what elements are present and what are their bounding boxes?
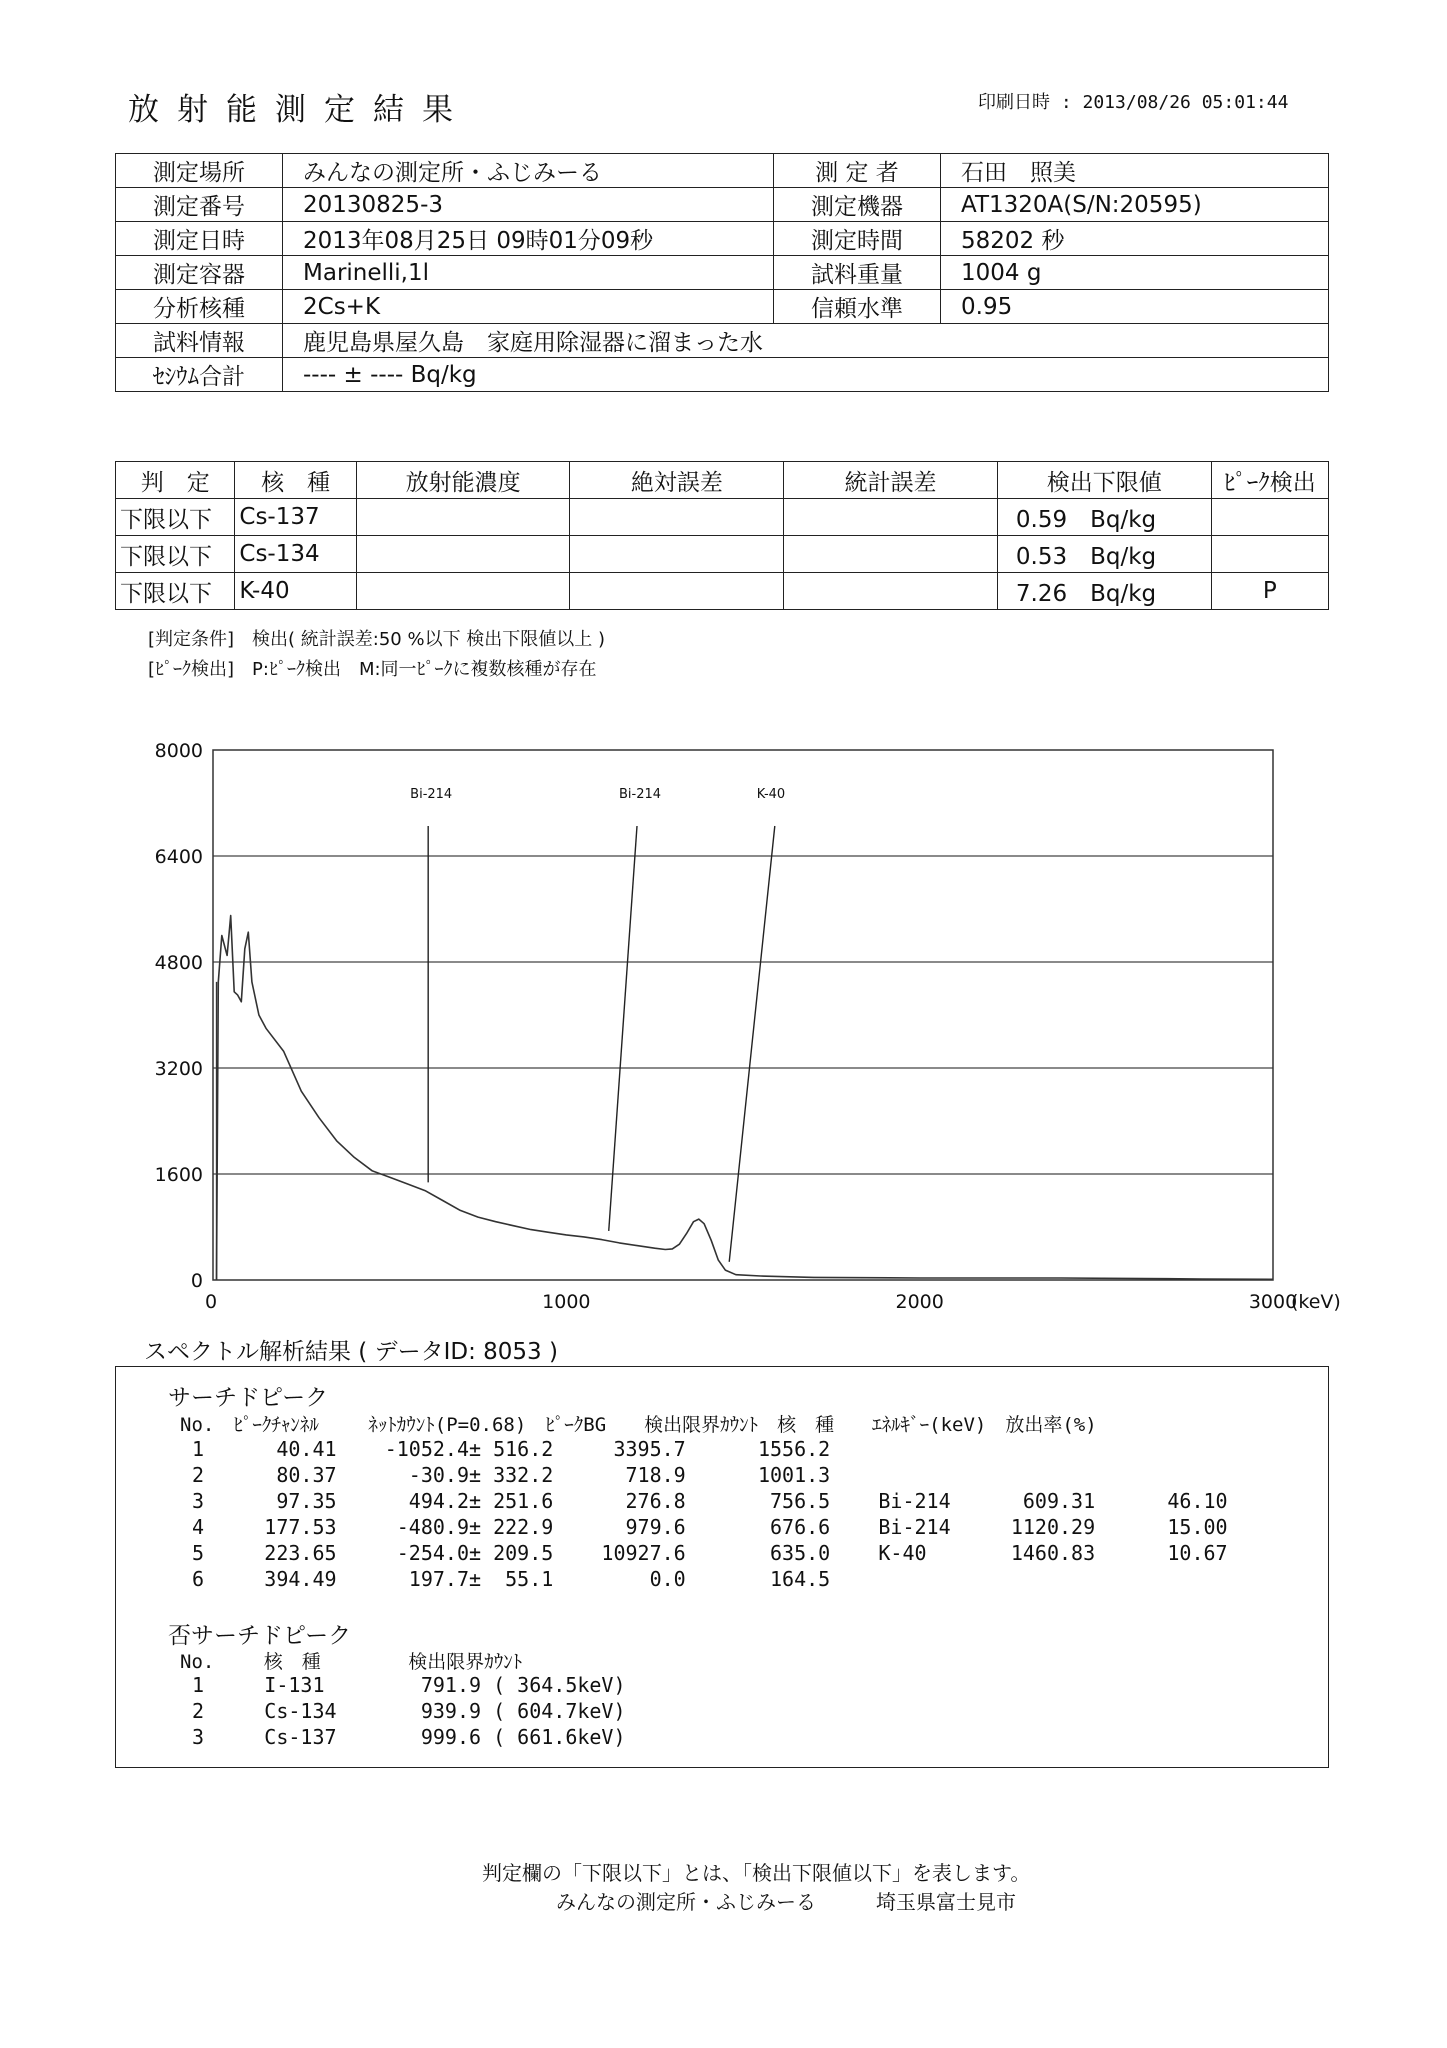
nonsearch-peak-rows — [180, 1673, 626, 1751]
results-cell-limit: 0.53 Bq/kg — [997, 536, 1211, 573]
nonsearch-peak-header: No. 核 種 検出限界ｶｳﾝﾄ — [180, 1651, 523, 1673]
results-cell-judge: 下限以下 — [116, 499, 235, 536]
x-tick-label: 3000 — [1248, 1291, 1298, 1313]
cesium-total-label: ｾｼｳﾑ合計 — [116, 358, 283, 392]
results-cell-judge: 下限以下 — [116, 573, 235, 610]
results-cell-abs — [570, 499, 784, 536]
x-axis-label: (keV) — [1291, 1291, 1341, 1313]
info-label: 測定日時 — [116, 222, 283, 256]
results-cell-abs — [570, 536, 784, 573]
nonsearch-peak-title: 否サーチドピーク — [168, 1623, 352, 1649]
results-header-cell: 検出下限値 — [997, 462, 1211, 499]
results-header-cell: ﾋﾟｰｸ検出 — [1211, 462, 1328, 499]
cesium-total-value: ---- ± ---- Bq/kg — [283, 358, 1329, 392]
sample-info-value: 鹿児島県屋久島 家庭用除湿器に溜まった水 — [283, 324, 1329, 358]
peak-annotation-label: K-40 — [756, 787, 786, 802]
info-label: 分析核種 — [116, 290, 283, 324]
info-value: Marinelli,1l — [283, 256, 774, 290]
footer-organization: みんなの測定所・ふじみーる 埼玉県富士見市 — [556, 1890, 1016, 1914]
results-header-cell: 核 種 — [235, 462, 356, 499]
spectrum-line — [217, 916, 1274, 1280]
info-value: 20130825-3 — [283, 188, 774, 222]
info-row — [116, 324, 1329, 358]
info-value: AT1320A(S/N:20595) — [941, 188, 1329, 222]
results-header-cell: 統計誤差 — [784, 462, 998, 499]
info-value: 2013年08月25日 09時01分09秒 — [283, 222, 774, 256]
info-row — [116, 154, 1329, 188]
results-row — [116, 536, 1329, 573]
info-value: 0.95 — [941, 290, 1329, 324]
search-peak-row: 4 177.53 -480.9± 222.9 979.6 676.6 Bi-214 1120.29 15.00 — [180, 1515, 1228, 1539]
results-header-cell: 判 定 — [116, 462, 235, 499]
results-header-cell: 放射能濃度 — [356, 462, 570, 499]
nonsearch-peak-row: 2 Cs-134 939.9 ( 604.7keV) — [180, 1699, 626, 1723]
results-cell-peak — [1211, 536, 1328, 573]
info-label: 測定番号 — [116, 188, 283, 222]
results-cell-stat — [784, 499, 998, 536]
search-peak-row: 3 97.35 494.2± 251.6 276.8 756.5 Bi-214 609.31 46.10 — [180, 1489, 1228, 1513]
results-cell-limit: 7.26 Bq/kg — [997, 573, 1211, 610]
results-cell-nuclide: K-40 — [235, 573, 356, 610]
info-row — [116, 188, 1329, 222]
info-label: 測定機器 — [774, 188, 941, 222]
x-tick-label: 2000 — [895, 1291, 944, 1313]
peak-annotation-label: Bi-214 — [619, 787, 662, 802]
info-value: みんなの測定所・ふじみーる — [283, 154, 774, 188]
sample-info-label: 試料情報 — [116, 324, 283, 358]
spectrum-analysis-box — [115, 1366, 1329, 1768]
results-header-cell: 絶対誤差 — [570, 462, 784, 499]
info-label: 測 定 者 — [774, 154, 941, 188]
peak-annotation-line — [609, 826, 637, 1231]
nonsearch-peak-row: 3 Cs-137 999.6 ( 661.6keV) — [180, 1725, 626, 1749]
y-tick-label: 0 — [190, 1270, 203, 1292]
results-cell-nuclide: Cs-134 — [235, 536, 356, 573]
search-peak-row: 5 223.65 -254.0± 209.5 10927.6 635.0 K-40 1460.83 10.67 — [180, 1541, 1228, 1565]
info-label: 試料重量 — [774, 256, 941, 290]
results-table — [115, 461, 1329, 610]
info-value: 1004 g — [941, 256, 1329, 290]
info-row — [116, 256, 1329, 290]
results-cell-peak — [1211, 499, 1328, 536]
results-cell-stat — [784, 573, 998, 610]
results-cell-judge: 下限以下 — [116, 536, 235, 573]
results-header-row — [116, 462, 1329, 499]
plot-frame — [213, 750, 1273, 1280]
results-cell-peak: P — [1211, 573, 1328, 610]
info-value: 58202 秒 — [941, 222, 1329, 256]
info-label: 測定容器 — [116, 256, 283, 290]
results-cell-conc — [356, 536, 570, 573]
results-cell-stat — [784, 536, 998, 573]
y-tick-label: 6400 — [154, 846, 203, 868]
results-cell-limit: 0.59 Bq/kg — [997, 499, 1211, 536]
info-row — [116, 358, 1329, 392]
search-peak-row: 2 80.37 -30.9± 332.2 718.9 1001.3 — [180, 1463, 831, 1487]
search-peak-rows — [180, 1437, 1228, 1593]
peak-detection-note: [ﾋﾟｰｸ検出] P:ﾋﾟｰｸ検出 M:同一ﾋﾟｰｸに複数核種が存在 — [148, 659, 597, 680]
peak-annotation-line — [729, 826, 775, 1262]
info-value: 石田 照美 — [941, 154, 1329, 188]
info-label: 信頼水準 — [774, 290, 941, 324]
print-date: 印刷日時 : 2013/08/26 05:01:44 — [978, 92, 1289, 113]
results-cell-conc — [356, 499, 570, 536]
page-title: 放射能測定結果 — [128, 92, 471, 128]
search-peak-title: サーチドピーク — [168, 1385, 329, 1411]
measurement-info-table — [115, 153, 1329, 392]
results-cell-nuclide: Cs-137 — [235, 499, 356, 536]
judgement-condition-note: [判定条件] 検出( 統計誤差:50 %以下 検出下限値以上 ) — [148, 629, 606, 650]
peak-annotation-label: Bi-214 — [410, 787, 453, 802]
search-peak-header: No. ﾋﾟｰｸﾁｬﾝﾈﾙ ﾈｯﾄｶｳﾝﾄ(P=0.68) ﾋﾟｰｸBG 検出限界ｶｳﾝﾄ 核 種 ｴﾈﾙｷﾞｰ(keV) 放出率(%) — [180, 1414, 1097, 1436]
x-tick-label: 0 — [205, 1291, 218, 1313]
info-label: 測定時間 — [774, 222, 941, 256]
x-tick-label: 1000 — [542, 1291, 591, 1313]
y-tick-label: 4800 — [154, 952, 203, 974]
results-cell-abs — [570, 573, 784, 610]
spectrum-analysis-title: スペクトル解析結果 ( データID: 8053 ) — [144, 1339, 558, 1365]
footer-note: 判定欄の「下限以下」とは、「検出下限値以下」を表します。 — [482, 1861, 1031, 1885]
info-value: 2Cs+K — [283, 290, 774, 324]
nonsearch-peak-row: 1 I-131 791.9 ( 364.5keV) — [180, 1673, 626, 1697]
info-row — [116, 222, 1329, 256]
results-cell-conc — [356, 573, 570, 610]
y-tick-label: 1600 — [154, 1164, 203, 1186]
search-peak-row: 6 394.49 197.7± 55.1 0.0 164.5 — [180, 1567, 831, 1591]
search-peak-row: 1 40.41 -1052.4± 516.2 3395.7 1556.2 — [180, 1437, 831, 1461]
info-row — [116, 290, 1329, 324]
spectrum-chart — [140, 740, 1370, 1320]
results-row — [116, 499, 1329, 536]
y-tick-label: 3200 — [154, 1058, 203, 1080]
results-row — [116, 573, 1329, 610]
info-label: 測定場所 — [116, 154, 283, 188]
y-tick-label: 8000 — [154, 740, 203, 762]
